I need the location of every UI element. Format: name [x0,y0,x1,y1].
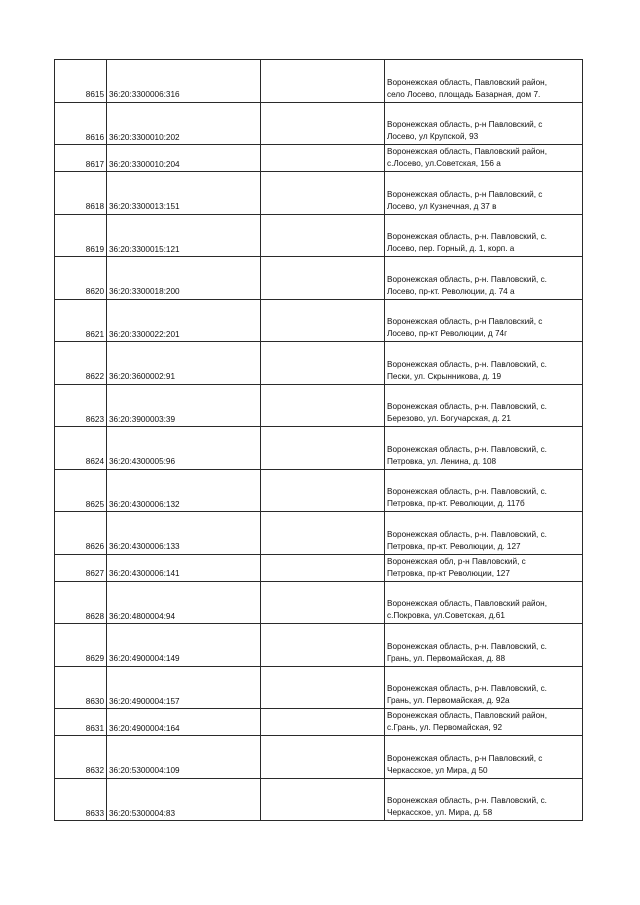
address-line-1: Воронежская область, р-н. Павловский, с. [387,684,547,693]
table-row [55,342,583,385]
address-cell [385,624,583,667]
row-number-cell: 8625 [55,469,107,512]
empty-cell [261,172,385,215]
address-line-1: Воронежская область, р-н Павловский, с [387,317,543,326]
address-line-1: Воронежская область, Павловский район, [387,711,547,720]
address-line-1: Воронежская область, Павловский район, [387,77,547,87]
row-number-cell: 8621 [55,299,107,342]
empty-cell [261,554,385,581]
table-row [55,172,583,215]
address-line-2: Грань, ул. Первомайская, д. 92а [387,696,510,705]
row-number-cell: 8619 [55,214,107,257]
empty-cell [261,778,385,821]
address-line-2: Черкасское, ул Мира, д 50 [387,765,488,775]
address-cell [385,257,583,300]
address-cell [385,384,583,427]
cadastral-number-cell: 36:20:4300006:133 [107,512,261,555]
row-number-cell: 8627 [55,554,107,581]
empty-cell [261,581,385,624]
address-line-2: Лосево, пр-кт Революции, д 74г [387,329,508,338]
address-cell [385,554,583,581]
address-line-2: Петровка, пр-кт Революции, 127 [387,568,510,578]
address-cell [385,214,583,257]
row-number-cell: 8628 [55,581,107,624]
cadastral-number-cell: 36:20:3300018:200 [107,257,261,300]
table-row [55,778,583,821]
row-number-cell: 8617 [55,145,107,172]
table-row [55,427,583,470]
address-line-1: Воронежская область, р-н. Павловский, с. [387,487,547,496]
cadastral-number-cell: 36:20:4900004:157 [107,666,261,709]
address-line-1: Воронежская область, р-н. Павловский, с. [387,529,547,539]
table-row [55,60,583,103]
row-number-cell: 8626 [55,512,107,555]
table-row [55,214,583,257]
row-number-cell: 8620 [55,257,107,300]
address-line-2: Петровка, ул. Ленина, д. 108 [387,456,497,466]
table-row [55,666,583,709]
address-line-2: Пески, ул. Скрынникова, д. 19 [387,371,502,381]
address-cell [385,172,583,215]
empty-cell [261,60,385,103]
cadastral-number-cell: 36:20:4300006:132 [107,469,261,512]
address-line-2: Черкасское, ул. Мира, д. 58 [387,808,493,817]
address-cell [385,581,583,624]
cadastral-number-cell: 36:20:4900004:164 [107,709,261,736]
cadastral-number-cell: 36:20:3300010:202 [107,102,261,145]
address-line-1: Воронежская область, р-н. Павловский, с. [387,796,547,805]
table-row [55,145,583,172]
empty-cell [261,427,385,470]
row-number-cell: 8624 [55,427,107,470]
empty-cell [261,469,385,512]
address-line-1: Воронежская область, р-н Павловский, с [387,189,543,199]
address-line-1: Воронежская область, р-н. Павловский, с. [387,641,547,651]
table-row [55,512,583,555]
address-line-1: Воронежская область, р-н. Павловский, с. [387,274,547,284]
address-line-2: село Лосево, площадь Базарная, дом 7. [387,89,541,99]
address-line-1: Воронежская область, р-н. Павловский, с. [387,359,547,369]
address-line-1: Воронежская область, р-н Павловский, с [387,753,543,763]
address-line-2: с.Грань, ул. Первомайская, 92 [387,723,503,732]
empty-cell [261,384,385,427]
table-row [55,469,583,512]
empty-cell [261,624,385,667]
empty-cell [261,736,385,779]
property-registry-table [54,59,583,821]
table-row [55,581,583,624]
address-line-1: Воронежская область, р-н. Павловский, с. [387,444,547,454]
cadastral-number-cell: 36:20:3300015:121 [107,214,261,257]
address-line-1: Воронежская область, р-н. Павловский, с. [387,402,547,411]
address-cell [385,469,583,512]
cadastral-number-cell: 36:20:4300005:96 [107,427,261,470]
cadastral-number-cell: 36:20:3300022:201 [107,299,261,342]
row-number-cell: 8633 [55,778,107,821]
table-row [55,554,583,581]
empty-cell [261,666,385,709]
address-line-2: Лосево, пр-кт. Революции, д. 74 а [387,286,515,296]
empty-cell [261,145,385,172]
cadastral-number-cell: 36:20:4900004:149 [107,624,261,667]
cadastral-number-cell: 36:20:3300010:204 [107,145,261,172]
address-line-1: Воронежская область, р-н Павловский, с [387,120,543,129]
empty-cell [261,512,385,555]
registry-table-body [55,60,583,821]
table-row [55,257,583,300]
empty-cell [261,257,385,300]
table-row [55,384,583,427]
cadastral-number-cell: 36:20:3300006:316 [107,60,261,103]
table-row [55,709,583,736]
address-cell [385,512,583,555]
row-number-cell: 8616 [55,102,107,145]
empty-cell [261,214,385,257]
empty-cell [261,102,385,145]
address-line-2: Березово, ул. Богучарская, д. 21 [387,414,511,423]
address-cell [385,709,583,736]
row-number-cell: 8629 [55,624,107,667]
empty-cell [261,342,385,385]
address-line-2: Грань, ул. Первомайская, д. 88 [387,653,506,663]
address-cell [385,299,583,342]
cadastral-number-cell: 36:20:5300004:83 [107,778,261,821]
table-row [55,299,583,342]
address-cell [385,427,583,470]
row-number-cell: 8630 [55,666,107,709]
address-line-2: Петровка, пр-кт. Революции, д. 127 [387,541,521,551]
address-cell [385,778,583,821]
row-number-cell: 8632 [55,736,107,779]
address-line-2: Лосево, ул Кузнечная, д 37 в [387,201,497,211]
address-line-2: с.Лосево, ул.Советская, 156 а [387,159,501,168]
cadastral-number-cell: 36:20:5300004:109 [107,736,261,779]
address-line-2: Лосево, ул Крупской, 93 [387,132,479,141]
empty-cell [261,299,385,342]
address-cell [385,145,583,172]
address-cell [385,736,583,779]
address-line-1: Воронежская область, Павловский район, [387,147,547,156]
address-cell [385,666,583,709]
table-row [55,102,583,145]
table-row [55,624,583,667]
address-line-1: Воронежская обл, р-н Павловский, с [387,556,526,566]
address-cell [385,342,583,385]
address-line-1: Воронежская область, р-н. Павловский, с. [387,232,547,241]
row-number-cell: 8631 [55,709,107,736]
table-row [55,736,583,779]
row-number-cell: 8615 [55,60,107,103]
address-cell [385,102,583,145]
empty-cell [261,709,385,736]
cadastral-number-cell: 36:20:3300013:151 [107,172,261,215]
cadastral-number-cell: 36:20:3600002:91 [107,342,261,385]
row-number-cell: 8622 [55,342,107,385]
address-cell [385,60,583,103]
address-line-2: Петровка, пр-кт. Революции, д. 117б [387,499,525,508]
row-number-cell: 8623 [55,384,107,427]
row-number-cell: 8618 [55,172,107,215]
address-line-2: Лосево, пер. Горный, д. 1, корп. а [387,244,515,253]
cadastral-number-cell: 36:20:4300006:141 [107,554,261,581]
cadastral-number-cell: 36:20:3900003:39 [107,384,261,427]
cadastral-number-cell: 36:20:4800004:94 [107,581,261,624]
address-line-2: с.Покровка, ул.Советская, д.61 [387,611,505,620]
address-line-1: Воронежская область, Павловский район, [387,599,547,608]
